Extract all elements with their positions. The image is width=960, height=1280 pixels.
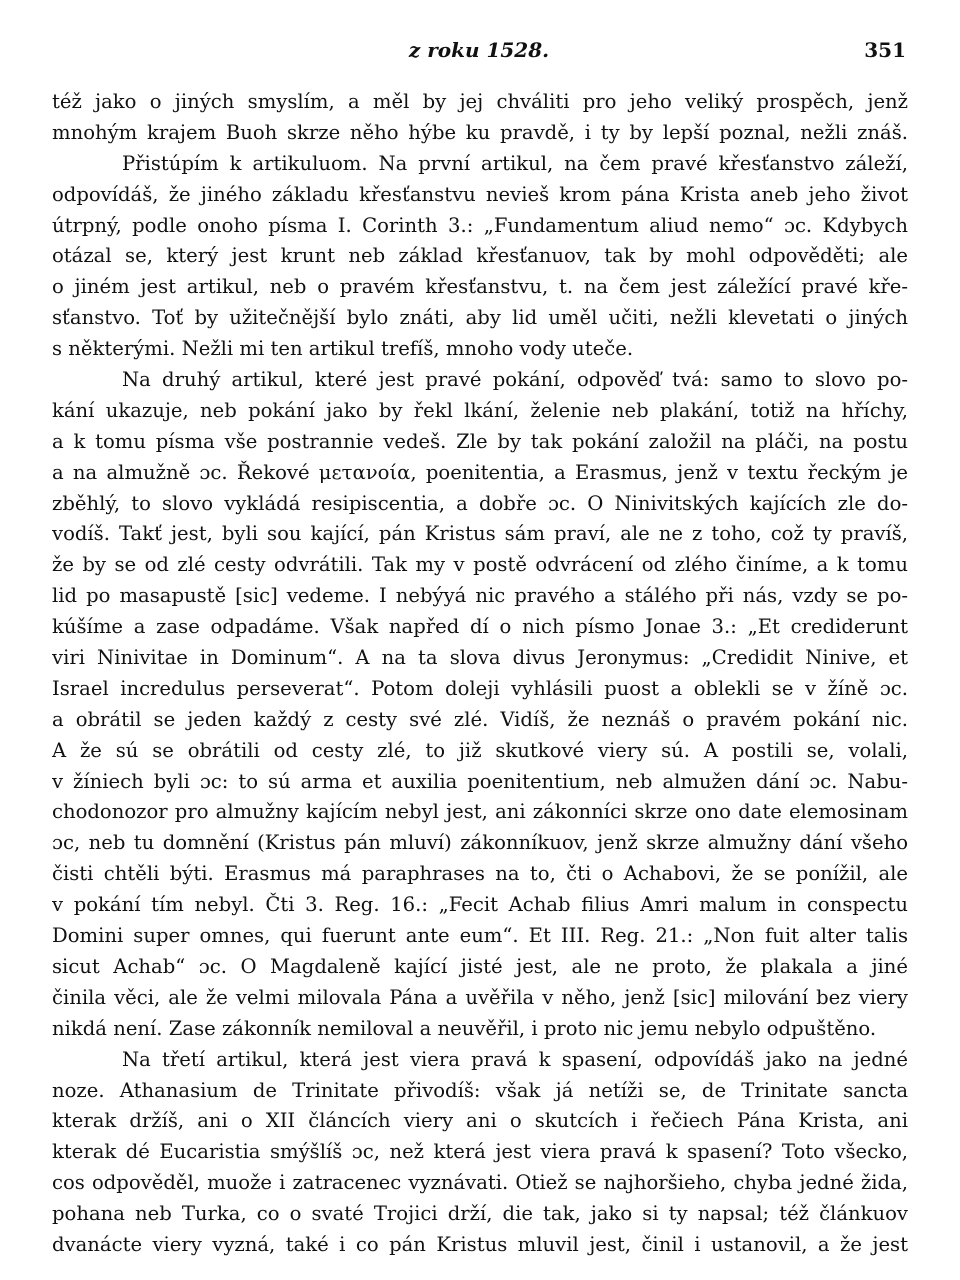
running-title: z roku 1528. bbox=[408, 38, 550, 62]
text-line: v žíniech byli ɔc: to sú arma et auxilia poenitentium, neb almužen dání ɔc. Nabu- bbox=[52, 769, 908, 793]
text-line: čisti chtěli býti. Erasmus má paraphrases na to, čti o Achabovi, že se ponížil, ale bbox=[52, 862, 908, 886]
text-line: kúšíme a zase odpadáme. Však napřed dí o nich písmo Jonae 3.: „Et crediderunt bbox=[52, 615, 908, 639]
text-line: že by se od zlé cesty odvrátili. Tak my v postě odvrácení od zlého činíme, a k tomu bbox=[52, 553, 908, 577]
text-line: lid po masapustě [sic] vedeme. I nebýyá nic pravého a stálého při nás, vzdy se po- bbox=[52, 584, 908, 608]
text-line: činila věci, ale že velmi milovala Pána a uvěřila v něho, jenž [sic] milování bez viery bbox=[52, 985, 908, 1009]
text-line: a k tomu písma vše postrannie vedeš. Zle by tak pokání založil na pláči, na postu bbox=[52, 429, 908, 453]
text-line: sťanstvo. Toť by užitečnější bylo znáti, aby lid uměl učiti, nežli klevetati o jiných bbox=[52, 306, 908, 330]
text-line: Přistúpím k artikuluom. Na první artikul, na čem pravé křesťanstvo záleží, bbox=[122, 151, 908, 175]
text-line: sicut Achab“ ɔc. O Magdaleně kající jisté jest, ale ne proto, že plakala a jiné bbox=[52, 954, 908, 978]
text-line: ɔc, neb tu domnění (Kristus pán mluví) zákonníkuov, jenž skrze almužny dání všeho bbox=[52, 831, 908, 855]
text-line: Na druhý artikul, které jest pravé pokání, odpověď tvá: samo to slovo po- bbox=[122, 368, 908, 392]
text-line: noze. Athanasium de Trinitate přivodíš: však já netíži se, de Trinitate sancta bbox=[52, 1078, 908, 1102]
page-number: 351 bbox=[864, 38, 906, 62]
text-line: útrpný, podle onoho písma I. Corinth 3.: „Fundamentum aliud nemo“ ɔc. Kdybych bbox=[52, 213, 908, 237]
text-line: Israel incredulus perseverat“. Potom doleji vyhlásili puost a oblekli se v žíně ɔc. bbox=[52, 676, 908, 700]
text-line: v pokání tím nebyl. Čti 3. Reg. 16.: „Fecit Achab filius Amri malum in conspectu bbox=[52, 893, 908, 917]
text-line: kterak držíš, ani o XII článcích viery ani o skutcích i řečiech Pána Krista, ani bbox=[52, 1109, 908, 1133]
text-line: kterak dé Eucaristia smýšlíš ɔc, než která jest viera pravá k spasení? Toto všecko, bbox=[52, 1140, 908, 1164]
text-line: viri Ninivitae in Dominum“. A na ta slova divus Jeronymus: „Credidit Ninive, et bbox=[52, 646, 908, 670]
text-line: pohana neb Turka, co o svaté Trojici drží, die tak, jako si ty napsal; též článkuov bbox=[52, 1202, 908, 1226]
text-line: kání ukazuje, neb pokání jako by řekl lkání, želenie neb plakání, totiž na hříchy, bbox=[52, 398, 908, 422]
text-line: o jiném jest artikul, neb o pravém křesťanstvu, t. na čem jest záležící pravé kře- bbox=[52, 275, 908, 299]
running-header bbox=[52, 38, 906, 68]
text-line: s některými. Nežli mi ten artikul trefíš, mnoho vody uteče. bbox=[52, 337, 634, 361]
text-line: cos odpověděl, muože i zatracenec vyznávati. Otiež se najhoršieho, chyba jedné žida, bbox=[52, 1171, 908, 1195]
text-line: Na třetí artikul, která jest viera pravá k spasení, odpovídáš jako na jedné bbox=[122, 1047, 908, 1071]
text-line: otázal se, který jest krunt neb základ křesťanuov, tak by mohl odpověděti; ale bbox=[52, 244, 908, 268]
text-line: nikdá není. Zase zákonník nemiloval a neuvěřil, i proto nic jemu nebylo odpuštěno. bbox=[52, 1016, 877, 1040]
text-line: A že sú se obrátili od cesty zlé, to již skutkové viery sú. A postili se, volali, bbox=[52, 738, 908, 762]
text-line: zběhlý, to slovo vykládá resipiscentia, a dobře ɔc. O Ninivitských kajících zle do- bbox=[52, 491, 908, 515]
text-line: a obrátil se jeden každý z cesty své zlé. Vidíš, že neznáš o pravém pokání nic. bbox=[52, 707, 908, 731]
text-line: mnohým krajem Buoh skrze něho hýbe ku pravdě, i ty by lepší poznal, nežli znáš. bbox=[52, 120, 908, 144]
text-line: vodíš. Takť jest, byli sou kající, pán Kristus sám praví, ale ne z toho, což ty pravíš, bbox=[52, 522, 908, 546]
text-line: odpovídáš, že jiného základu křesťanstvu nevieš krom pána Krista aneb jeho život bbox=[52, 182, 908, 206]
body-text bbox=[52, 87, 908, 1261]
text-line: chodonozor pro almužny kajícím nebyl jest, ani zákonníci skrze ono date elemosinam bbox=[52, 800, 908, 824]
text-line: dvanácte viery vyzná, také i co pán Kristus mluvil jest, činil i ustanovil, a že jest bbox=[52, 1232, 908, 1256]
text-line: a na almužně ɔc. Řekové μετανοία, poenitentia, a Erasmus, jenž v textu řeckým je bbox=[52, 460, 908, 484]
text-line: též jako o jiných smyslím, a měl by jej chváliti pro jeho veliký prospěch, jenž bbox=[52, 90, 908, 113]
text-line: Domini super omnes, qui fuerunt ante eum“. Et III. Reg. 21.: „Non fuit alter talis bbox=[52, 924, 908, 948]
